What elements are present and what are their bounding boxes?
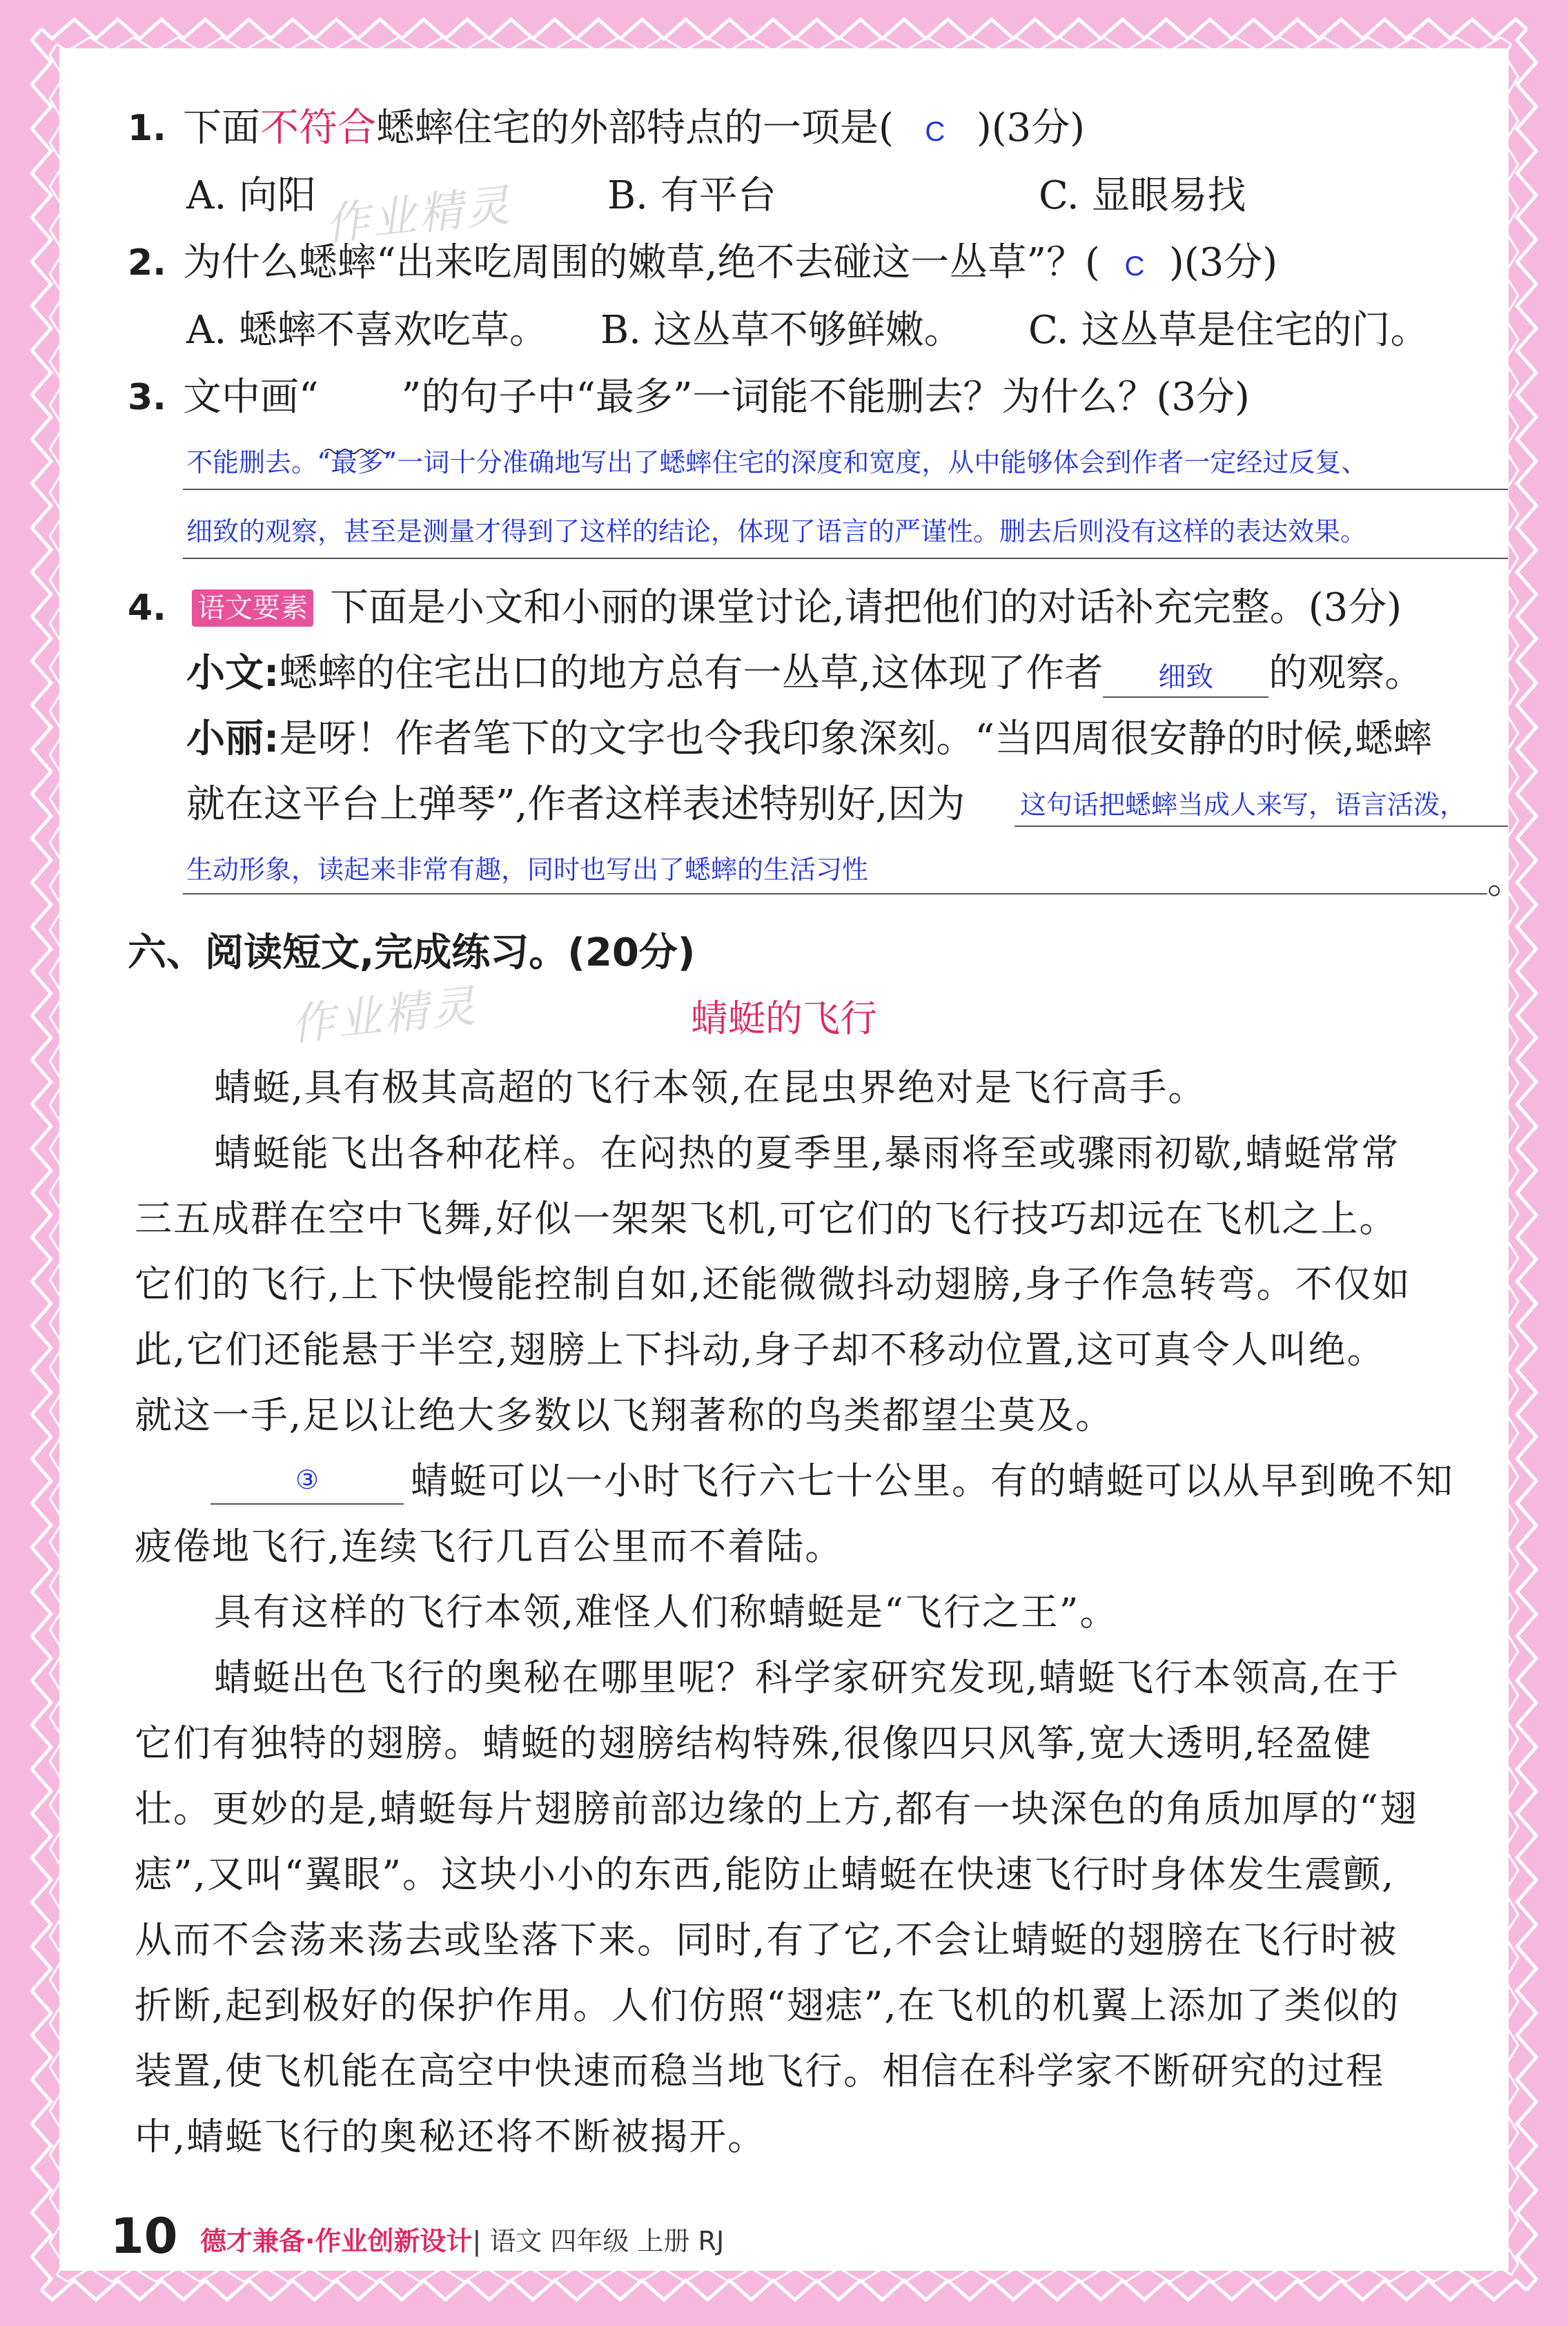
article-p5-line3: 壮。更妙的是,蜻蜓每片翅膀前部边缘的上方,都有一块深色的角质加厚的“翅 (135, 1787, 1418, 1830)
article-p2-line3: 它们的飞行,上下快慢能控制自如,还能微微抖动翅膀,身子作急转弯。不仅如 (135, 1262, 1411, 1306)
q4-xiaoli-rule-2 (183, 893, 1487, 895)
article-p3-blank-number: ③ (295, 1466, 320, 1495)
q4-xiaoli-end-mark: 。 (1487, 858, 1526, 903)
q4-xiaowen-line (186, 649, 1423, 698)
article-p5-line4: 痣”,又叫“翼眼”。这块小小的东西,能防止蜻蜓在快速飞行时身体发生震颤, (135, 1853, 1395, 1896)
q2-tail: )(3分) (1168, 240, 1278, 285)
page-number: 10 (110, 2208, 178, 2265)
q4-xiaowen-label: 小文: (186, 651, 280, 696)
footer-info (200, 2224, 724, 2258)
article-p5-line1: 蜻蜓出色飞行的奥秘在哪里呢？科学家研究发现,蜻蜓飞行本领高,在于 (214, 1656, 1400, 1699)
q4-xiaoli-rule-1 (1015, 825, 1508, 827)
q4-xiaoli-text-1: 是呀！作者笔下的文字也令我印象深刻。“当四周很安静的时候,蟋蟀 (279, 716, 1432, 761)
q4-xiaowen-text-pre: 蟋蟀的住宅出口的地方总有一丛草,这体现了作者 (279, 651, 1104, 696)
watermark-2: 作业精灵 (288, 980, 480, 1051)
q2-number: 2. (128, 242, 166, 284)
q1-tail: )(3分) (976, 106, 1086, 150)
q4-xiaowen-answer (1103, 654, 1268, 698)
article-p3-line1: 蜻蜓可以一小时飞行六七十公里。有的蜻蜓可以从早到晚不知 (411, 1459, 1454, 1503)
q4-xiaoli-answer-1: 这句话把蟋蟀当成人来写，语言活泼， (1020, 790, 1467, 820)
q2-option-a: A. 蟋蟀不喜欢吃草。 (186, 308, 549, 353)
q3-text-post: ”的句子中“最多”一词能不能删去？为什么？(3分) (401, 375, 1250, 420)
article-title: 蜻蜓的飞行 (691, 997, 877, 1040)
q1-number: 1. (128, 108, 166, 149)
article-p5-line7: 装置,使飞机能在高空中快速而稳当地飞行。相信在科学家不断研究的过程 (135, 2049, 1385, 2093)
q1-text (183, 104, 1085, 157)
article-p2-line1: 蜻蜓能飞出各种花样。在闷热的夏季里,暴雨将至或骤雨初歇,蜻蜓常常 (214, 1131, 1400, 1175)
q3-answer-line-1: 不能删去。“最多”一词十分准确地写出了蟋蟀住宅的深度和宽度，从中能够体会到作者一定经过反复、 (186, 447, 1368, 478)
q4-xiaoli-label: 小丽: (186, 716, 280, 761)
q4-xiaowen-text-post: 的观察。 (1268, 651, 1424, 696)
article-p2-line2: 三五成群在空中飞舞,好似一架架飞机,可它们的飞行技巧却远在飞机之上。 (135, 1197, 1398, 1240)
q1-answer: C (925, 117, 945, 147)
article-p5-line5: 从而不会荡来荡去或坠落下来。同时,有了它,不会让蜻蜓的翅膀在飞行时被 (135, 1918, 1398, 1962)
q1-option-b: B. 有平台 (607, 173, 776, 218)
q1-text-post: 蟋蟀住宅的外部特点的一项是( (376, 106, 894, 150)
q4-xiaoli-line-1 (186, 714, 1432, 764)
q4-xiaoli-line-2: 就在这平台上弹琴”,作者这样表述特别好,因为 (186, 782, 966, 827)
q3-number: 3. (128, 377, 166, 418)
q1-text-pre: 下面 (183, 106, 260, 150)
q3-answer-rule-2 (183, 558, 1508, 559)
article-p2-line4: 此,它们还能悬于半空,翅膀上下抖动,身子却不移动位置,这可真令人叫绝。 (135, 1328, 1386, 1371)
article-p4: 具有这样的飞行本领,难怪人们称蜻蜓是“飞行之王”。 (214, 1590, 1119, 1634)
q1-option-a: A. 向阳 (186, 173, 317, 218)
article-p3-line2: 疲倦地飞行,连续飞行几百公里而不着陆。 (135, 1525, 844, 1568)
q4-xiaowen-answer-text: 细致 (1158, 662, 1214, 692)
q1-highlight: 不符合 (260, 106, 376, 150)
q4-text: 下面是小文和小丽的课堂讨论,请把他们的对话补充完整。(3分) (330, 585, 1402, 630)
q3-answer-line-2: 细致的观察，甚至是测量才得到了这样的结论，体现了语言的严谨性。删去后则没有这样的表达效果。 (186, 516, 1367, 547)
section6-heading: 六、阅读短文,完成练习。(20分) (128, 930, 696, 975)
q3-text-pre: 文中画“ (183, 375, 319, 420)
q4-xiaoli-answer-2: 生动形象，读起来非常有趣，同时也写出了蟋蟀的生活习性 (186, 854, 869, 885)
q2-option-c: C. 这丛草是住宅的门。 (1028, 308, 1429, 353)
article-p3-blank (210, 1458, 404, 1505)
article-p2-line5: 就这一手,足以让绝大多数以飞翔著称的鸟类都望尘莫及。 (135, 1394, 1115, 1437)
q2-question: 为什么蟋蟀“出来吃周围的嫩草,绝不去碰这一丛草”？( (183, 240, 1100, 285)
q3-text (183, 373, 1250, 422)
q1-option-c: C. 显眼易找 (1039, 173, 1246, 218)
article-p5-line2: 它们有独特的翅膀。蜻蜓的翅膀结构特殊,很像四只风筝,宽大透明,轻盈健 (135, 1721, 1373, 1765)
q4-number: 4. (128, 587, 166, 629)
q2-option-b: B. 这丛草不够鲜嫩。 (600, 308, 963, 353)
watermark-1: 作业精灵 (322, 179, 515, 251)
article-p5-line8: 中,蜻蜓飞行的奥秘还将不断被揭开。 (135, 2115, 767, 2158)
q3-answer-rule-1 (183, 489, 1508, 490)
q4-tag-badge: 语文要素 (192, 589, 313, 627)
footer-brand: 德才兼备·作业创新设计 (200, 2226, 473, 2256)
q2-answer: C (1124, 251, 1145, 282)
article-p1: 蜻蜓,具有极其高超的飞行本领,在昆虫界绝对是飞行高手。 (214, 1066, 1207, 1109)
footer-details: | 语文 四年级 上册 RJ (472, 2226, 725, 2256)
article-p5-line6: 折断,起到极好的保护作用。人们仿照“翅痣”,在飞机的机翼上添加了类似的 (135, 1984, 1400, 2027)
